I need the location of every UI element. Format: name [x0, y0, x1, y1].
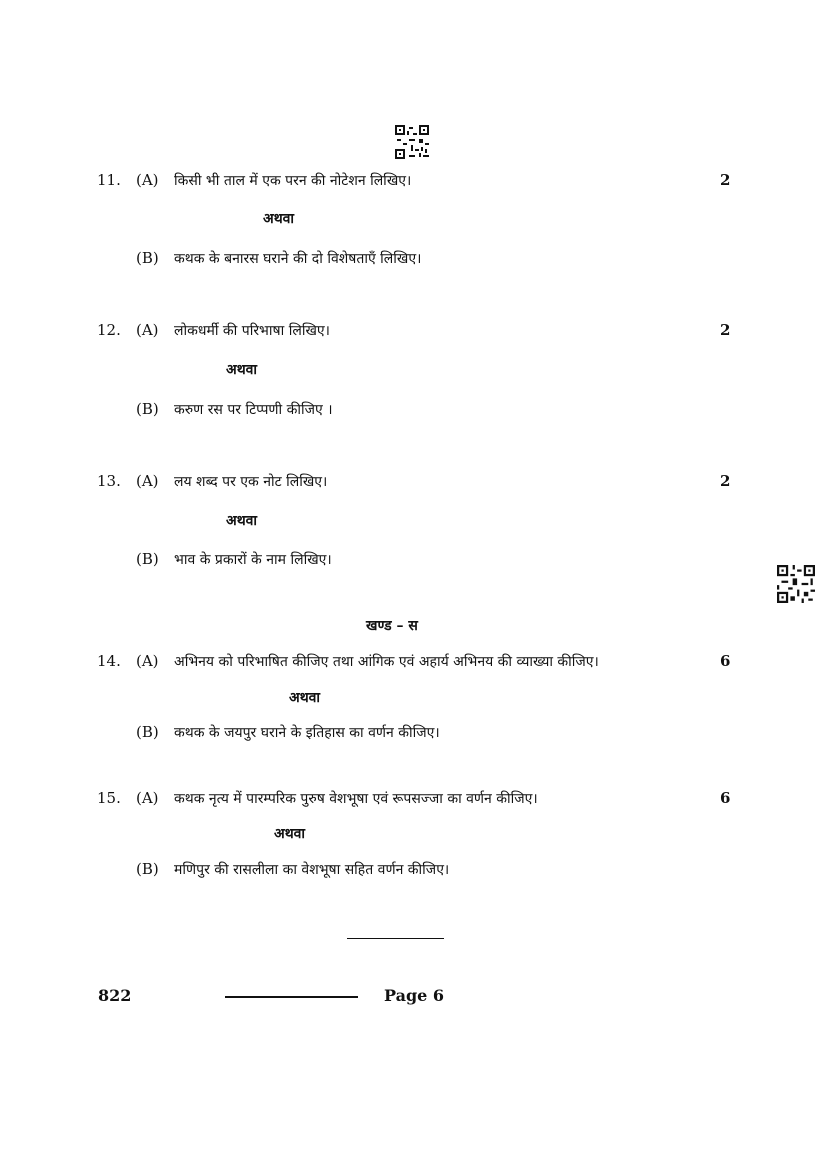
- question-12-a-text: लोकधर्मी की परिभाषा लिखिए।: [174, 323, 330, 339]
- question-14-or: अथवा: [289, 690, 321, 706]
- question-11-b-label: (B): [136, 249, 159, 267]
- question-14-a-text: अभिनय को परिभाषित कीजिए तथा आंगिक एवं अहार्य अभिनय की व्याख्या कीजिए।: [174, 654, 599, 670]
- paper-code: 822: [98, 986, 132, 1005]
- question-12-number: 12.: [97, 321, 121, 339]
- question-12-or: अथवा: [226, 362, 258, 378]
- question-15-or: अथवा: [274, 826, 306, 842]
- question-11-marks: 2: [720, 171, 731, 189]
- question-14-b-text: कथक के जयपुर घराने के इतिहास का वर्णन कीजिए।: [174, 725, 440, 741]
- question-11-number: 11.: [97, 171, 121, 189]
- footer-divider: [225, 996, 358, 998]
- question-14-marks: 6: [720, 652, 731, 670]
- question-13-b-label: (B): [136, 550, 159, 568]
- question-11-b-text: कथक के बनारस घराने की दो विशेषताएँ लिखिए।: [174, 251, 422, 267]
- question-13-marks: 2: [720, 472, 731, 490]
- question-15-a-label: (A): [136, 789, 159, 807]
- question-12-marks: 2: [720, 321, 731, 339]
- question-12-a-label: (A): [136, 321, 159, 339]
- question-13-number: 13.: [97, 472, 121, 490]
- question-14-number: 14.: [97, 652, 121, 670]
- question-15-a-text: कथक नृत्य में पारम्परिक पुरुष वेशभूषा एवं रूपसज्जा का वर्णन कीजिए।: [174, 791, 538, 807]
- question-14-a-label: (A): [136, 652, 159, 670]
- end-divider: [347, 938, 444, 939]
- question-12-b-label: (B): [136, 400, 159, 418]
- qr-code-top: [395, 125, 429, 159]
- section-heading: खण्ड – स: [366, 618, 418, 634]
- question-11-a-label: (A): [136, 171, 159, 189]
- question-13-a-text: लय शब्द पर एक नोट लिखिए।: [174, 474, 328, 490]
- question-15-marks: 6: [720, 789, 731, 807]
- question-13-or: अथवा: [226, 513, 258, 529]
- question-11-a-text: किसी भी ताल में एक परन की नोटेशन लिखिए।: [174, 173, 412, 189]
- page-number: Page 6: [384, 986, 445, 1005]
- question-11-or: अथवा: [263, 211, 295, 227]
- question-14-b-label: (B): [136, 723, 159, 741]
- question-13-b-text: भाव के प्रकारों के नाम लिखिए।: [174, 552, 332, 568]
- qr-code-side: [777, 565, 815, 603]
- question-12-b-text: करुण रस पर टिप्पणी कीजिए ।: [174, 402, 333, 418]
- question-15-b-text: मणिपुर की रासलीला का वेशभूषा सहित वर्णन कीजिए।: [174, 862, 450, 878]
- question-13-a-label: (A): [136, 472, 159, 490]
- question-15-b-label: (B): [136, 860, 159, 878]
- question-15-number: 15.: [97, 789, 121, 807]
